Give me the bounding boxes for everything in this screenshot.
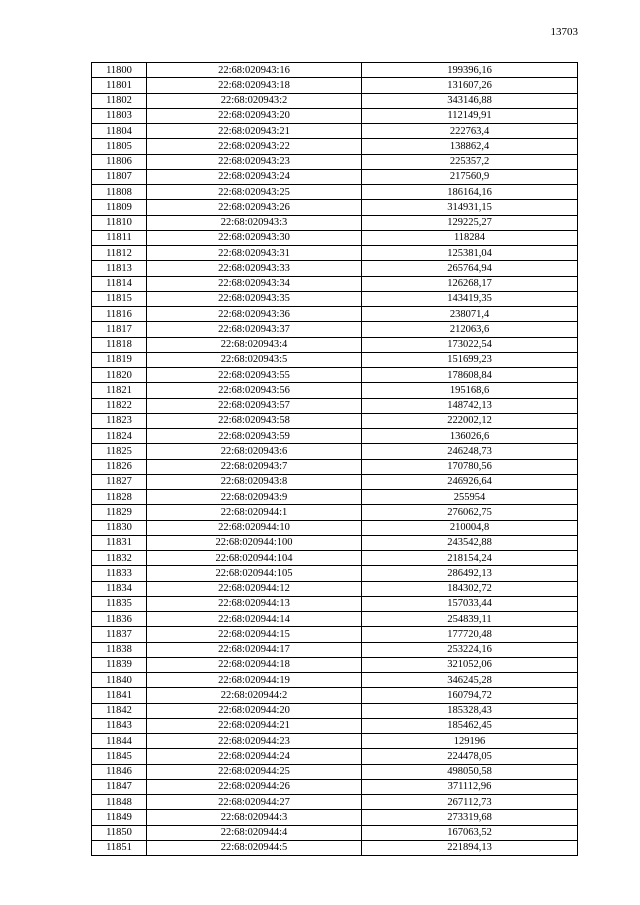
table-row bbox=[92, 307, 578, 322]
table-row bbox=[92, 474, 578, 489]
row-index-cell: 11806 bbox=[92, 154, 147, 169]
value-cell: 125381,04 bbox=[362, 246, 578, 261]
row-index-cell: 11817 bbox=[92, 322, 147, 337]
row-index-cell: 11826 bbox=[92, 459, 147, 474]
value-cell: 195168,6 bbox=[362, 383, 578, 398]
row-index-cell: 11805 bbox=[92, 139, 147, 154]
value-cell: 346245,28 bbox=[362, 673, 578, 688]
row-index-cell: 11838 bbox=[92, 642, 147, 657]
table-row bbox=[92, 108, 578, 123]
table-row bbox=[92, 535, 578, 550]
cadastral-number-cell: 22:68:020944:15 bbox=[147, 627, 362, 642]
table-row bbox=[92, 337, 578, 352]
value-cell: 186164,16 bbox=[362, 185, 578, 200]
cadastral-number-cell: 22:68:020944:18 bbox=[147, 657, 362, 672]
row-index-cell: 11833 bbox=[92, 566, 147, 581]
table-row bbox=[92, 779, 578, 794]
cadastral-number-cell: 22:68:020943:9 bbox=[147, 490, 362, 505]
row-index-cell: 11843 bbox=[92, 718, 147, 733]
table-row bbox=[92, 154, 578, 169]
table-row bbox=[92, 383, 578, 398]
value-cell: 246926,64 bbox=[362, 474, 578, 489]
value-cell: 157033,44 bbox=[362, 596, 578, 611]
cadastral-number-cell: 22:68:020943:5 bbox=[147, 352, 362, 367]
row-index-cell: 11848 bbox=[92, 795, 147, 810]
row-index-cell: 11828 bbox=[92, 490, 147, 505]
row-index-cell: 11820 bbox=[92, 368, 147, 383]
table-row bbox=[92, 520, 578, 535]
row-index-cell: 11824 bbox=[92, 429, 147, 444]
cadastral-number-cell: 22:68:020943:56 bbox=[147, 383, 362, 398]
row-index-cell: 11834 bbox=[92, 581, 147, 596]
cadastral-number-cell: 22:68:020943:18 bbox=[147, 78, 362, 93]
page-number: 13703 bbox=[550, 26, 578, 38]
row-index-cell: 11849 bbox=[92, 810, 147, 825]
table-row bbox=[92, 413, 578, 428]
row-index-cell: 11816 bbox=[92, 307, 147, 322]
row-index-cell: 11844 bbox=[92, 734, 147, 749]
table-row bbox=[92, 322, 578, 337]
value-cell: 224478,05 bbox=[362, 749, 578, 764]
table-row bbox=[92, 795, 578, 810]
table-row bbox=[92, 657, 578, 672]
row-index-cell: 11823 bbox=[92, 413, 147, 428]
cadastral-number-cell: 22:68:020944:19 bbox=[147, 673, 362, 688]
cadastral-number-cell: 22:68:020943:3 bbox=[147, 215, 362, 230]
cadastral-number-cell: 22:68:020943:23 bbox=[147, 154, 362, 169]
table-row bbox=[92, 673, 578, 688]
table-row bbox=[92, 246, 578, 261]
table-row bbox=[92, 764, 578, 779]
row-index-cell: 11801 bbox=[92, 78, 147, 93]
value-cell: 143419,35 bbox=[362, 291, 578, 306]
value-cell: 255954 bbox=[362, 490, 578, 505]
cadastral-number-cell: 22:68:020943:20 bbox=[147, 108, 362, 123]
value-cell: 151699,23 bbox=[362, 352, 578, 367]
value-cell: 173022,54 bbox=[362, 337, 578, 352]
value-cell: 148742,13 bbox=[362, 398, 578, 413]
cadastral-number-cell: 22:68:020943:6 bbox=[147, 444, 362, 459]
value-cell: 129196 bbox=[362, 734, 578, 749]
row-index-cell: 11822 bbox=[92, 398, 147, 413]
table-row bbox=[92, 749, 578, 764]
row-index-cell: 11819 bbox=[92, 352, 147, 367]
cadastral-number-cell: 22:68:020944:10 bbox=[147, 520, 362, 535]
value-cell: 246248,73 bbox=[362, 444, 578, 459]
row-index-cell: 11829 bbox=[92, 505, 147, 520]
cadastral-number-cell: 22:68:020944:105 bbox=[147, 566, 362, 581]
cadastral-number-cell: 22:68:020943:36 bbox=[147, 307, 362, 322]
cadastral-number-cell: 22:68:020943:34 bbox=[147, 276, 362, 291]
cadastral-number-cell: 22:68:020943:25 bbox=[147, 185, 362, 200]
row-index-cell: 11807 bbox=[92, 169, 147, 184]
table-row bbox=[92, 718, 578, 733]
table-row bbox=[92, 429, 578, 444]
table-row bbox=[92, 169, 578, 184]
value-cell: 112149,91 bbox=[362, 108, 578, 123]
row-index-cell: 11832 bbox=[92, 551, 147, 566]
table-row bbox=[92, 352, 578, 367]
row-index-cell: 11839 bbox=[92, 657, 147, 672]
cadastral-number-cell: 22:68:020943:2 bbox=[147, 93, 362, 108]
value-cell: 218154,24 bbox=[362, 551, 578, 566]
value-cell: 118284 bbox=[362, 230, 578, 245]
table-row bbox=[92, 124, 578, 139]
value-cell: 321052,06 bbox=[362, 657, 578, 672]
cadastral-number-cell: 22:68:020943:8 bbox=[147, 474, 362, 489]
cadastral-number-cell: 22:68:020944:26 bbox=[147, 779, 362, 794]
row-index-cell: 11804 bbox=[92, 124, 147, 139]
value-cell: 131607,26 bbox=[362, 78, 578, 93]
value-cell: 178608,84 bbox=[362, 368, 578, 383]
value-cell: 129225,27 bbox=[362, 215, 578, 230]
row-index-cell: 11831 bbox=[92, 535, 147, 550]
cadastral-number-cell: 22:68:020943:35 bbox=[147, 291, 362, 306]
cadastral-number-cell: 22:68:020944:25 bbox=[147, 764, 362, 779]
value-cell: 185462,45 bbox=[362, 718, 578, 733]
value-cell: 222763,4 bbox=[362, 124, 578, 139]
table-row bbox=[92, 261, 578, 276]
value-cell: 210004,8 bbox=[362, 520, 578, 535]
value-cell: 238071,4 bbox=[362, 307, 578, 322]
cadastral-number-cell: 22:68:020943:22 bbox=[147, 139, 362, 154]
cadastral-number-cell: 22:68:020944:14 bbox=[147, 612, 362, 627]
cadastral-number-cell: 22:68:020944:2 bbox=[147, 688, 362, 703]
value-cell: 253224,16 bbox=[362, 642, 578, 657]
value-cell: 212063,6 bbox=[362, 322, 578, 337]
table-row bbox=[92, 612, 578, 627]
row-index-cell: 11846 bbox=[92, 764, 147, 779]
table-row bbox=[92, 230, 578, 245]
row-index-cell: 11811 bbox=[92, 230, 147, 245]
cadastral-number-cell: 22:68:020944:12 bbox=[147, 581, 362, 596]
row-index-cell: 11818 bbox=[92, 337, 147, 352]
cadastral-number-cell: 22:68:020944:100 bbox=[147, 535, 362, 550]
cadastral-number-cell: 22:68:020943:31 bbox=[147, 246, 362, 261]
value-cell: 243542,88 bbox=[362, 535, 578, 550]
cadastral-number-cell: 22:68:020944:13 bbox=[147, 596, 362, 611]
cadastral-number-cell: 22:68:020944:24 bbox=[147, 749, 362, 764]
row-index-cell: 11808 bbox=[92, 185, 147, 200]
row-index-cell: 11821 bbox=[92, 383, 147, 398]
table-row bbox=[92, 185, 578, 200]
row-index-cell: 11842 bbox=[92, 703, 147, 718]
row-index-cell: 11830 bbox=[92, 520, 147, 535]
row-index-cell: 11809 bbox=[92, 200, 147, 215]
row-index-cell: 11836 bbox=[92, 612, 147, 627]
row-index-cell: 11837 bbox=[92, 627, 147, 642]
row-index-cell: 11812 bbox=[92, 246, 147, 261]
cadastral-number-cell: 22:68:020944:27 bbox=[147, 795, 362, 810]
value-cell: 371112,96 bbox=[362, 779, 578, 794]
value-cell: 267112,73 bbox=[362, 795, 578, 810]
row-index-cell: 11827 bbox=[92, 474, 147, 489]
row-index-cell: 11810 bbox=[92, 215, 147, 230]
row-index-cell: 11803 bbox=[92, 108, 147, 123]
cadastral-number-cell: 22:68:020944:5 bbox=[147, 840, 362, 855]
table-row bbox=[92, 490, 578, 505]
row-index-cell: 11800 bbox=[92, 63, 147, 78]
value-cell: 343146,88 bbox=[362, 93, 578, 108]
row-index-cell: 11813 bbox=[92, 261, 147, 276]
value-cell: 254839,11 bbox=[362, 612, 578, 627]
row-index-cell: 11851 bbox=[92, 840, 147, 855]
table-row bbox=[92, 642, 578, 657]
value-cell: 136026,6 bbox=[362, 429, 578, 444]
table-row bbox=[92, 840, 578, 855]
cadastral-number-cell: 22:68:020944:20 bbox=[147, 703, 362, 718]
value-cell: 160794,72 bbox=[362, 688, 578, 703]
row-index-cell: 11802 bbox=[92, 93, 147, 108]
cadastral-number-cell: 22:68:020943:26 bbox=[147, 200, 362, 215]
value-cell: 276062,75 bbox=[362, 505, 578, 520]
table-row bbox=[92, 734, 578, 749]
cadastral-number-cell: 22:68:020943:21 bbox=[147, 124, 362, 139]
row-index-cell: 11847 bbox=[92, 779, 147, 794]
row-index-cell: 11841 bbox=[92, 688, 147, 703]
value-cell: 185328,43 bbox=[362, 703, 578, 718]
cadastral-number-cell: 22:68:020944:23 bbox=[147, 734, 362, 749]
table-row bbox=[92, 825, 578, 840]
table-row bbox=[92, 215, 578, 230]
table-row bbox=[92, 368, 578, 383]
value-cell: 167063,52 bbox=[362, 825, 578, 840]
table-row bbox=[92, 703, 578, 718]
table-row bbox=[92, 93, 578, 108]
cadastral-number-cell: 22:68:020944:104 bbox=[147, 551, 362, 566]
table-row bbox=[92, 581, 578, 596]
table-row bbox=[92, 291, 578, 306]
cadastral-number-cell: 22:68:020944:21 bbox=[147, 718, 362, 733]
value-cell: 138862,4 bbox=[362, 139, 578, 154]
table-row bbox=[92, 398, 578, 413]
table-row bbox=[92, 810, 578, 825]
cadastral-number-cell: 22:68:020943:7 bbox=[147, 459, 362, 474]
cadastral-number-cell: 22:68:020943:57 bbox=[147, 398, 362, 413]
cadastral-number-cell: 22:68:020943:24 bbox=[147, 169, 362, 184]
value-cell: 170780,56 bbox=[362, 459, 578, 474]
value-cell: 222002,12 bbox=[362, 413, 578, 428]
row-index-cell: 11840 bbox=[92, 673, 147, 688]
table-row bbox=[92, 551, 578, 566]
value-cell: 273319,68 bbox=[362, 810, 578, 825]
row-index-cell: 11814 bbox=[92, 276, 147, 291]
cadastral-number-cell: 22:68:020944:17 bbox=[147, 642, 362, 657]
cadastral-number-cell: 22:68:020943:30 bbox=[147, 230, 362, 245]
cadastral-number-cell: 22:68:020943:4 bbox=[147, 337, 362, 352]
value-cell: 126268,17 bbox=[362, 276, 578, 291]
row-index-cell: 11850 bbox=[92, 825, 147, 840]
cadastral-number-cell: 22:68:020943:55 bbox=[147, 368, 362, 383]
cadastral-number-cell: 22:68:020943:59 bbox=[147, 429, 362, 444]
table-row bbox=[92, 444, 578, 459]
value-cell: 498050,58 bbox=[362, 764, 578, 779]
cadastral-number-cell: 22:68:020943:33 bbox=[147, 261, 362, 276]
table-row bbox=[92, 459, 578, 474]
table-row bbox=[92, 139, 578, 154]
value-cell: 265764,94 bbox=[362, 261, 578, 276]
cadastral-table bbox=[91, 62, 578, 856]
value-cell: 221894,13 bbox=[362, 840, 578, 855]
cadastral-number-cell: 22:68:020943:37 bbox=[147, 322, 362, 337]
table-row bbox=[92, 78, 578, 93]
row-index-cell: 11835 bbox=[92, 596, 147, 611]
cadastral-number-cell: 22:68:020944:1 bbox=[147, 505, 362, 520]
cadastral-number-cell: 22:68:020944:3 bbox=[147, 810, 362, 825]
table-row bbox=[92, 566, 578, 581]
table-row bbox=[92, 63, 578, 78]
value-cell: 286492,13 bbox=[362, 566, 578, 581]
value-cell: 199396,16 bbox=[362, 63, 578, 78]
table-body bbox=[92, 63, 578, 856]
row-index-cell: 11815 bbox=[92, 291, 147, 306]
value-cell: 177720,48 bbox=[362, 627, 578, 642]
table-row bbox=[92, 200, 578, 215]
table-row bbox=[92, 688, 578, 703]
table-row bbox=[92, 596, 578, 611]
cadastral-number-cell: 22:68:020943:58 bbox=[147, 413, 362, 428]
row-index-cell: 11825 bbox=[92, 444, 147, 459]
value-cell: 314931,15 bbox=[362, 200, 578, 215]
value-cell: 217560,9 bbox=[362, 169, 578, 184]
table-row bbox=[92, 627, 578, 642]
cadastral-number-cell: 22:68:020944:4 bbox=[147, 825, 362, 840]
row-index-cell: 11845 bbox=[92, 749, 147, 764]
cadastral-number-cell: 22:68:020943:16 bbox=[147, 63, 362, 78]
value-cell: 184302,72 bbox=[362, 581, 578, 596]
value-cell: 225357,2 bbox=[362, 154, 578, 169]
table-row bbox=[92, 505, 578, 520]
table-row bbox=[92, 276, 578, 291]
